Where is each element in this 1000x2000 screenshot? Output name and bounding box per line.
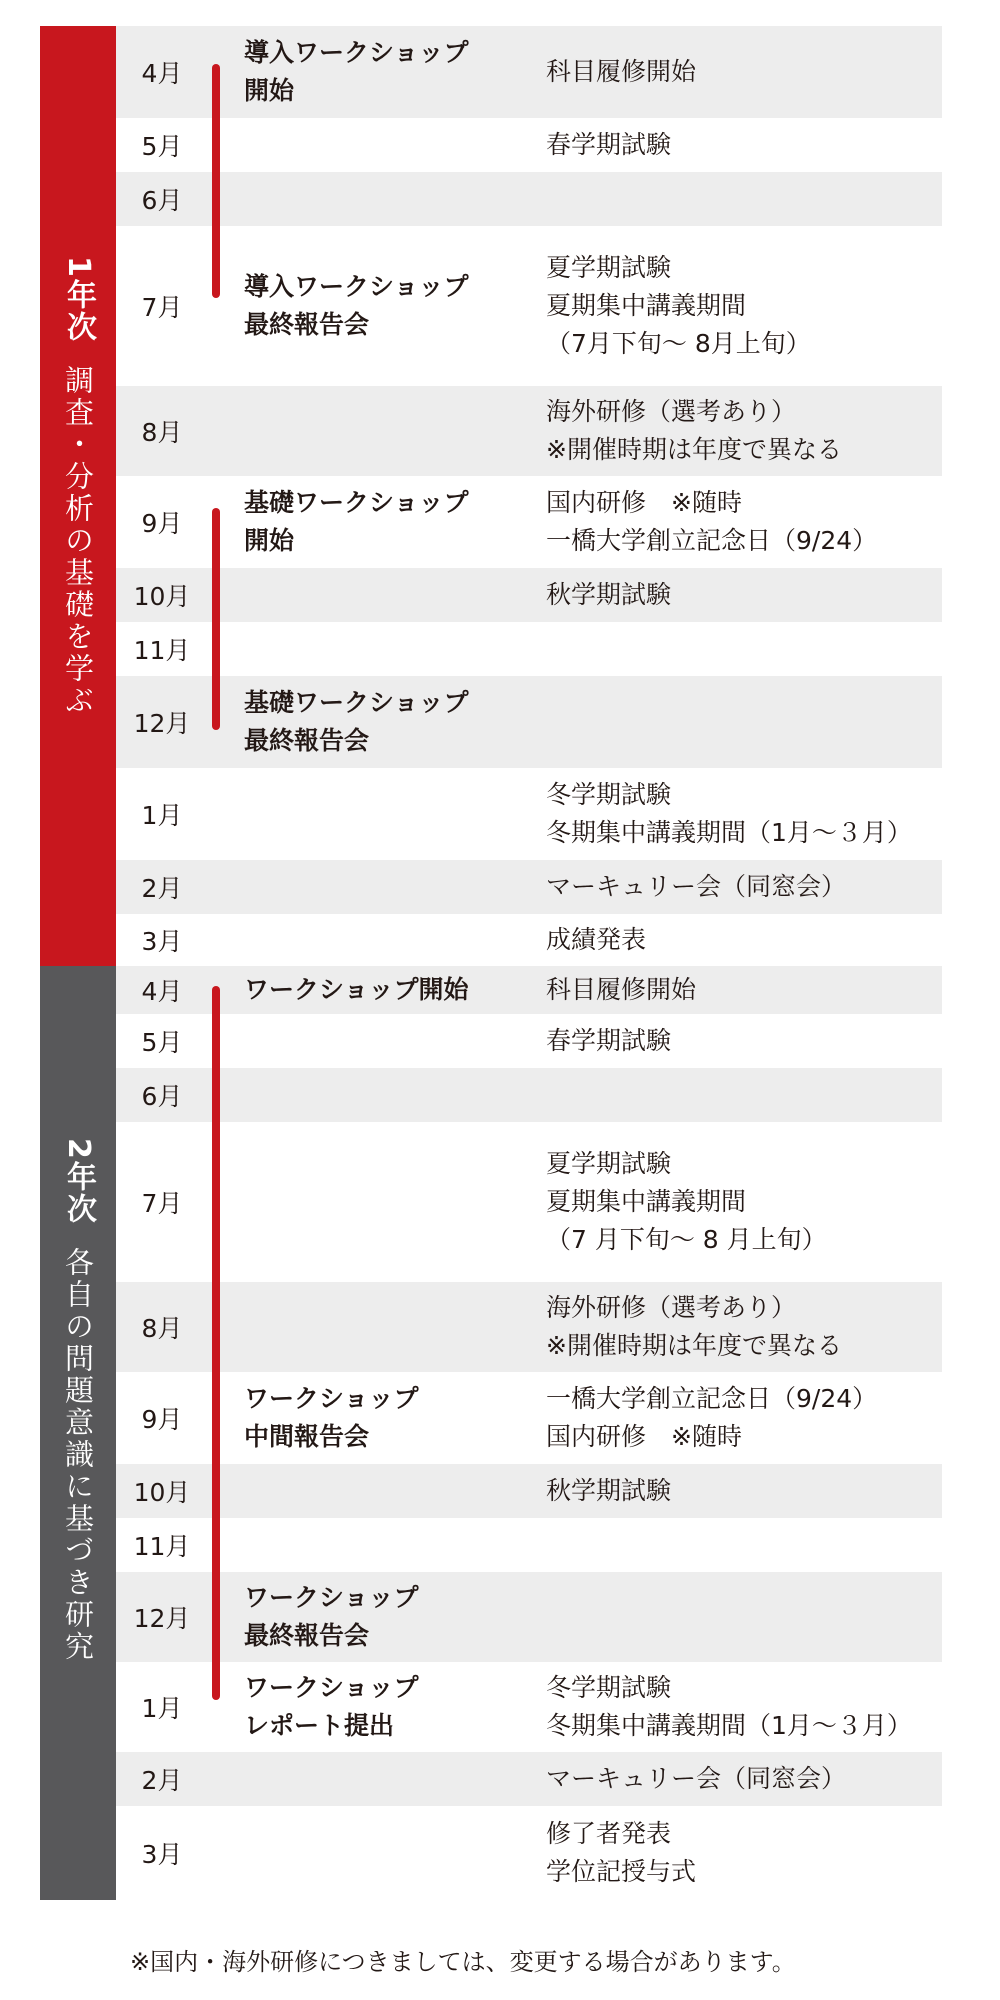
schedule-row bbox=[116, 1282, 942, 1372]
month-label: 5月 bbox=[141, 132, 183, 161]
month-label: 6月 bbox=[141, 186, 183, 215]
event-item: 秋学期試験 bbox=[546, 1476, 672, 1505]
month-label: 9月 bbox=[141, 509, 183, 538]
workshop-line: 最終報告会 bbox=[244, 1621, 370, 1650]
schedule-row bbox=[116, 914, 942, 966]
schedule-row bbox=[116, 1014, 942, 1068]
workshop-line: 導入ワークショップ bbox=[244, 272, 469, 301]
event-item: 秋学期試験 bbox=[546, 580, 672, 609]
event-list bbox=[546, 1282, 946, 1372]
workshop-milestone bbox=[244, 172, 544, 226]
month-label: 4月 bbox=[141, 977, 183, 1006]
event-list bbox=[546, 1518, 946, 1572]
schedule-row bbox=[116, 860, 942, 914]
workshop-period-bar bbox=[212, 986, 220, 1700]
month-label: 1月 bbox=[141, 801, 183, 830]
event-list bbox=[546, 476, 946, 568]
workshop-milestone bbox=[244, 1464, 544, 1518]
schedule-row bbox=[116, 1518, 942, 1572]
event-item: 冬期集中講義期間（1月〜３月） bbox=[546, 818, 912, 847]
month-label: 2月 bbox=[141, 1766, 183, 1795]
workshop-milestone bbox=[244, 1372, 544, 1464]
workshop-milestone bbox=[244, 26, 544, 118]
schedule-row bbox=[116, 26, 942, 118]
schedule-row bbox=[116, 386, 942, 476]
workshop-milestone bbox=[244, 476, 544, 568]
event-item: 夏学期試験 bbox=[546, 253, 672, 282]
year-1-subtitle: 調査・分析の基礎を学ぶ bbox=[61, 364, 95, 717]
footnote: ※国内・海外研修につきましては、変更する場合があります。 bbox=[130, 1948, 796, 1976]
month-label: 2月 bbox=[141, 874, 183, 903]
workshop-milestone bbox=[244, 1282, 544, 1372]
year-1-label: 1年次 bbox=[61, 256, 96, 343]
event-list bbox=[546, 172, 946, 226]
event-list bbox=[546, 26, 946, 118]
workshop-line: レポート提出 bbox=[244, 1711, 395, 1740]
workshop-line: 開始 bbox=[244, 526, 295, 555]
event-item: マーキュリー会（同窓会） bbox=[546, 872, 847, 901]
schedule-row bbox=[116, 676, 942, 768]
workshop-milestone bbox=[244, 1662, 544, 1752]
event-list bbox=[546, 622, 946, 676]
workshop-line: ワークショップ bbox=[244, 1384, 419, 1413]
month-label: 12月 bbox=[133, 1604, 191, 1633]
event-list bbox=[546, 568, 946, 622]
year-2-label: 2年次 bbox=[61, 1138, 96, 1225]
event-list bbox=[546, 1122, 946, 1282]
workshop-line: 基礎ワークショップ bbox=[244, 488, 469, 517]
event-list bbox=[546, 118, 946, 172]
event-item: （7 月下旬〜 8 月上旬） bbox=[546, 1225, 827, 1254]
event-item: 成績発表 bbox=[546, 925, 647, 954]
month-label: 3月 bbox=[141, 1840, 183, 1869]
schedule-row bbox=[116, 1372, 942, 1464]
event-list bbox=[546, 1014, 946, 1068]
event-list bbox=[546, 860, 946, 914]
event-item: 春学期試験 bbox=[546, 130, 672, 159]
event-item: 科目履修開始 bbox=[546, 975, 697, 1004]
workshop-milestone bbox=[244, 118, 544, 172]
workshop-milestone bbox=[244, 386, 544, 476]
workshop-line: ワークショップ bbox=[244, 1673, 419, 1702]
schedule-row bbox=[116, 1572, 942, 1662]
workshop-line: ワークショップ開始 bbox=[244, 975, 469, 1004]
event-list bbox=[546, 1572, 946, 1662]
schedule-row bbox=[116, 172, 942, 226]
event-item: 冬期集中講義期間（1月〜３月） bbox=[546, 1711, 912, 1740]
workshop-milestone bbox=[244, 1122, 544, 1282]
event-item: 海外研修（選考あり） bbox=[546, 397, 797, 426]
workshop-milestone bbox=[244, 676, 544, 768]
month-label: 3月 bbox=[141, 927, 183, 956]
month-label: 7月 bbox=[141, 293, 183, 322]
workshop-period-bar bbox=[212, 64, 220, 298]
workshop-milestone bbox=[244, 966, 544, 1014]
workshop-milestone bbox=[244, 568, 544, 622]
schedule-row bbox=[116, 1122, 942, 1282]
event-list bbox=[546, 1662, 946, 1752]
month-label: 10月 bbox=[133, 1478, 191, 1507]
event-list bbox=[546, 768, 946, 860]
workshop-milestone bbox=[244, 226, 544, 386]
workshop-period-bar bbox=[212, 508, 220, 730]
year-1-band bbox=[40, 26, 116, 966]
event-item: 冬学期試験 bbox=[546, 780, 672, 809]
schedule-row bbox=[116, 1806, 942, 1900]
schedule-row bbox=[116, 568, 942, 622]
schedule-row bbox=[116, 1068, 942, 1122]
year-2-band bbox=[40, 966, 116, 1900]
schedule-row bbox=[116, 768, 942, 860]
schedule-row bbox=[116, 476, 942, 568]
month-label: 11月 bbox=[133, 1532, 191, 1561]
event-list bbox=[546, 676, 946, 768]
workshop-milestone bbox=[244, 1752, 544, 1806]
event-list bbox=[546, 1068, 946, 1122]
event-item: 国内研修 ※随時 bbox=[546, 1422, 742, 1451]
month-label: 10月 bbox=[133, 582, 191, 611]
workshop-line: 導入ワークショップ bbox=[244, 38, 469, 67]
event-item: 夏学期試験 bbox=[546, 1149, 672, 1178]
event-item: 海外研修（選考あり） bbox=[546, 1293, 797, 1322]
workshop-line: 最終報告会 bbox=[244, 726, 370, 755]
month-label: 12月 bbox=[133, 709, 191, 738]
event-item: 学位記授与式 bbox=[546, 1857, 697, 1886]
workshop-milestone bbox=[244, 1068, 544, 1122]
event-item: 国内研修 ※随時 bbox=[546, 488, 742, 517]
workshop-line: 中間報告会 bbox=[244, 1422, 370, 1451]
event-list bbox=[546, 1806, 946, 1900]
event-list bbox=[546, 1464, 946, 1518]
event-item: 科目履修開始 bbox=[546, 57, 697, 86]
workshop-line: ワークショップ bbox=[244, 1583, 419, 1612]
event-list bbox=[546, 914, 946, 966]
workshop-milestone bbox=[244, 1518, 544, 1572]
event-item: マーキュリー会（同窓会） bbox=[546, 1764, 847, 1793]
month-label: 5月 bbox=[141, 1028, 183, 1057]
workshop-milestone bbox=[244, 1014, 544, 1068]
workshop-line: 開始 bbox=[244, 76, 295, 105]
schedule-row bbox=[116, 1662, 942, 1752]
event-item: 一橋大学創立記念日（9/24） bbox=[546, 1384, 878, 1413]
event-item: 一橋大学創立記念日（9/24） bbox=[546, 526, 878, 555]
month-label: 1月 bbox=[141, 1694, 183, 1723]
month-label: 4月 bbox=[141, 59, 183, 88]
month-label: 8月 bbox=[141, 1314, 183, 1343]
event-list bbox=[546, 1372, 946, 1464]
event-item: 修了者発表 bbox=[546, 1819, 672, 1848]
schedule-row bbox=[116, 966, 942, 1014]
month-label: 9月 bbox=[141, 1405, 183, 1434]
event-item: ※開催時期は年度で異なる bbox=[546, 435, 842, 464]
month-label: 8月 bbox=[141, 418, 183, 447]
workshop-milestone bbox=[244, 1806, 544, 1900]
workshop-line: 基礎ワークショップ bbox=[244, 688, 469, 717]
event-list bbox=[546, 226, 946, 386]
month-label: 11月 bbox=[133, 636, 191, 665]
event-item: ※開催時期は年度で異なる bbox=[546, 1331, 842, 1360]
workshop-milestone bbox=[244, 1572, 544, 1662]
event-item: 夏期集中講義期間 bbox=[546, 291, 747, 320]
schedule-row bbox=[116, 226, 942, 386]
workshop-milestone bbox=[244, 914, 544, 966]
event-list bbox=[546, 1752, 946, 1806]
workshop-milestone bbox=[244, 860, 544, 914]
event-list bbox=[546, 386, 946, 476]
workshop-milestone bbox=[244, 622, 544, 676]
workshop-milestone bbox=[244, 768, 544, 860]
workshop-line: 最終報告会 bbox=[244, 310, 370, 339]
event-list bbox=[546, 966, 946, 1014]
schedule-row bbox=[116, 1752, 942, 1806]
event-item: 夏期集中講義期間 bbox=[546, 1187, 747, 1216]
schedule-row bbox=[116, 118, 942, 172]
event-item: （7月下旬〜 8月上旬） bbox=[546, 329, 811, 358]
schedule-row bbox=[116, 622, 942, 676]
year-2-subtitle: 各自の問題意識に基づき研究 bbox=[61, 1246, 95, 1663]
month-label: 7月 bbox=[141, 1189, 183, 1218]
event-item: 冬学期試験 bbox=[546, 1673, 672, 1702]
schedule-row bbox=[116, 1464, 942, 1518]
event-item: 春学期試験 bbox=[546, 1026, 672, 1055]
month-label: 6月 bbox=[141, 1082, 183, 1111]
